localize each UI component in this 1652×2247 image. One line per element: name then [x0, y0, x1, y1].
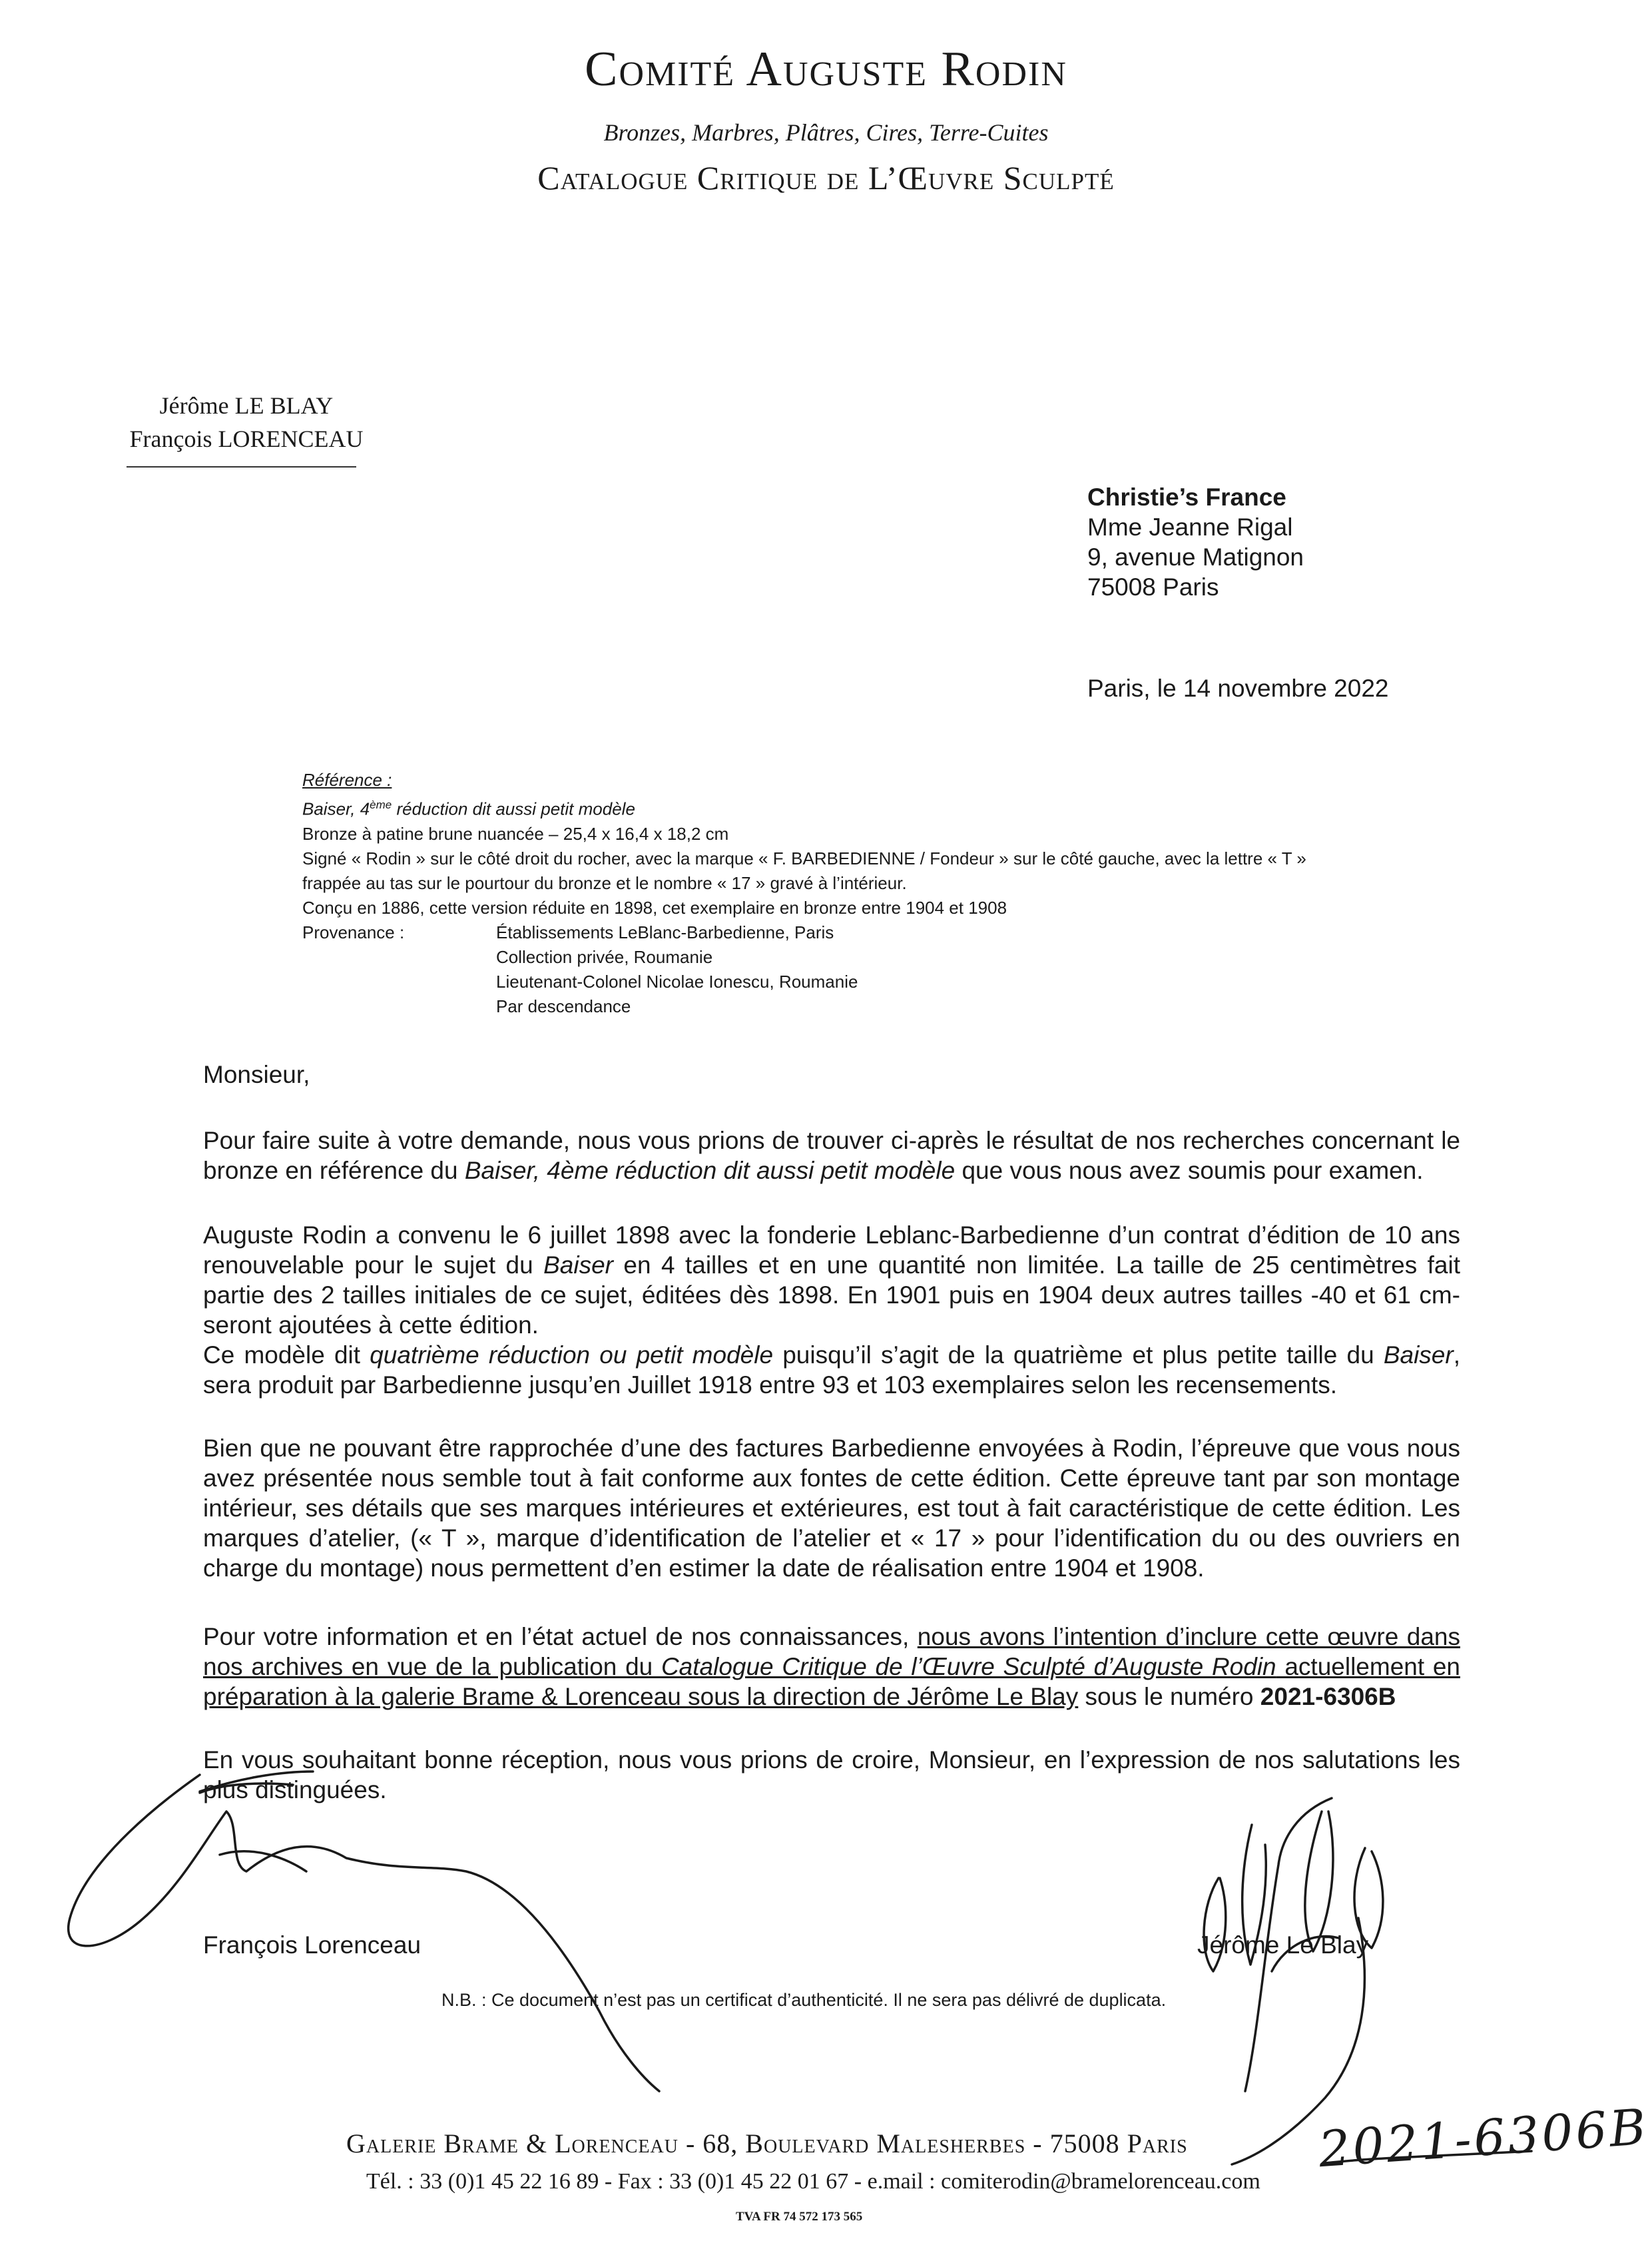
reference-label: Référence :: [302, 770, 392, 790]
catalogue-title: Catalogue Critique de L’Œuvre Sculpté: [537, 159, 1115, 196]
reference-marks-cont: frappée au tas sur le pourtour du bronze et le nombre « 17 » gravé à l’intérieur.: [302, 872, 907, 893]
handwritten-reference: 2021-6306B: [1316, 2098, 1651, 2179]
signature-le-blay: [1305, 1811, 1333, 1951]
footer-address: Galerie Brame & Lorenceau - 68, Boulevard Malesherbes - 75008 Paris: [346, 2128, 1188, 2158]
recipient-street: 9, avenue Matignon: [1087, 543, 1304, 571]
provenance-item: Collection privée, Roumanie: [496, 946, 713, 967]
recipient-company: Christie’s France: [1087, 483, 1286, 511]
recipient-city: 75008 Paris: [1087, 573, 1219, 601]
signatory-name: Jérôme Le Blay: [1197, 1931, 1369, 1959]
closing-paragraph: En vous souhaitant bonne réception, nous vous prions de croire, Monsieur, en l’expression de nos salutations les plus distinguées.: [203, 1746, 1460, 1803]
reference-marks: Signé « Rodin » sur le côté droit du rocher, avec la marque « F. BARBEDIENNE / Fondeur » sur le côté gauche, avec la lettre « T »: [302, 848, 1306, 868]
footer-contact: Tél. : 33 (0)1 45 22 16 89 - Fax : 33 (0)1 45 22 01 67 - e.mail : comiterodin@bramelorenceau.com: [366, 2169, 1260, 2194]
director-name: Jérôme LE BLAY: [159, 392, 334, 419]
provenance: [302, 920, 1488, 1019]
director-name: François LORENCEAU: [129, 426, 364, 452]
reference-material: Bronze à patine brune nuancée – 25,4 x 16,4 x 18,2 cm: [302, 823, 729, 844]
signatory-name: François Lorenceau: [203, 1931, 421, 1959]
reference-block: [302, 768, 1488, 1019]
footer-tva: TVA FR 74 572 173 565: [736, 2210, 863, 2224]
provenance-item: Lieutenant-Colonel Nicolae Ionescu, Roumanie: [496, 971, 858, 992]
body-paragraph: Bien que ne pouvant être rapprochée d’une des factures Barbedienne envoyées à Rodin, l’épreuve que vous nous avez présentée nous semble tout à fait conforme aux fontes de cette édition. Cette épreuve tant par son montage intérieur, ses détails que ses marques intérieures et extérieures, est tout à fait caractéristique de cette édition. Les marques d’atelier, (« T », marque d’identification de l’atelier et « 17 » pour l’identification du ou des ouvriers en charge du montage) nous permettent d’en estimer la date de réalisation entre 1904 et 1908.: [203, 1435, 1460, 1582]
body-paragraph: Pour faire suite à votre demande, nous vous prions de trouver ci-après le résultat de nos recherches concernant le bronze en référence du Baiser, 4ème réduction dit aussi petit modèle que vous nous avez soumis pour examen.: [203, 1127, 1460, 1184]
body-paragraph: Pour votre information et en l’état actuel de nos connaissances, nous avons l’intention d’inclure cette œuvre dans nos archives en vue de la publication du Catalogue Critique de l’Œuvre Sculpté d’Auguste Rodin actuellement en préparation à la galerie Brame & Lorenceau sous la direction de Jérôme Le Blay sous le numéro 2021-6306B: [203, 1623, 1460, 1710]
reference-title: Baiser, 4ème réduction dit aussi petit modèle: [302, 799, 635, 819]
recipient-contact: Mme Jeanne Rigal: [1087, 513, 1293, 541]
provenance-label: Provenance :: [302, 922, 405, 942]
reference-dating: Conçu en 1886, cette version réduite en 1898, cet exemplaire en bronze entre 1904 et 1908: [302, 897, 1007, 918]
nb-note: N.B. : Ce document n’est pas un certificat d’authenticité. Il ne sera pas délivré de duplicata.: [441, 1990, 1167, 2010]
organization-title: Comité Auguste Rodin: [585, 42, 1067, 97]
body-paragraph: Auguste Rodin a convenu le 6 juillet 1898 avec la fonderie Leblanc-Barbedienne d’un contrat d’édition de 10 ans renouvelable pour le sujet du Baiser en 4 tailles et en une quantité non limitée. La taille de 25 centimètres fait partie des 2 tailles initiales de ce sujet, éditées dès 1898. En 1901 puis en 1904 deux autres tailles -40 et 61 cm- seront ajoutées à cette édition. Ce modèle dit quatrième réduction ou petit modèle puisqu’il s’agit de la quatrième et plus petite taille du Baiser, sera produit par Barbedienne jusqu’en Juillet 1918 entre 93 et 103 exemplaires selon les recensements.: [203, 1221, 1460, 1399]
recipient-address: [1087, 482, 1304, 602]
date-line: Paris, le 14 novembre 2022: [1087, 675, 1389, 702]
directors-divider: [127, 466, 356, 468]
provenance-item: Par descendance: [496, 996, 631, 1016]
materials-subtitle: Bronzes, Marbres, Plâtres, Cires, Terre-Cuites: [603, 119, 1049, 146]
salutation: Monsieur,: [203, 1061, 310, 1088]
provenance-item: Établissements LeBlanc-Barbedienne, Paris: [496, 922, 834, 942]
signature-lorenceau: [220, 1851, 306, 1871]
